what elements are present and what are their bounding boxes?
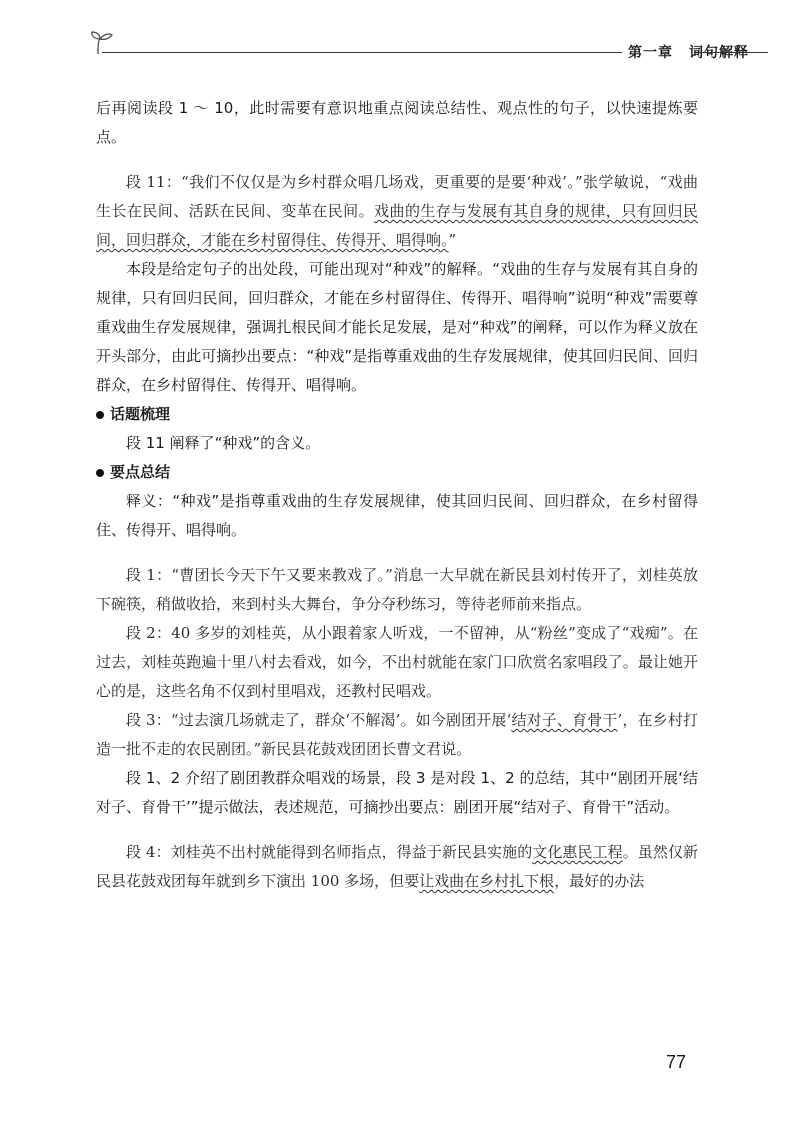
- material-paragraph-2: 段 2：40 多岁的刘桂英，从小跟着家人听戏，一不留神，从“粉丝”变成了“戏痴”。在过去，刘桂英跑遍十里八村去看戏，如今，不出村就能在家门口欣赏名家唱段了。最让她开心的是，这些名角不仅到村里唱戏，还教村民唱戏。: [96, 624, 698, 700]
- topic-text: 段 11 阐释了“种戏”的含义。: [126, 434, 321, 452]
- key-sentence-underlined: 戏曲的生存与发展有其自身的规律，只有回归民间，回归群众，才能在乡村留得住、传得开、唱得响。: [96, 202, 698, 249]
- material-paragraph-3: 段 3：“过去演几场就走了，群众‘不解渴’。如今剧团开展‘结对子、育骨干’，在乡村打造一批不走的农民剧团。”新民县花鼓戏团团长曹文君说。: [96, 711, 698, 758]
- header-rule-left: [102, 52, 622, 53]
- summary-heading: 要点总结: [96, 458, 698, 487]
- key-phrase-underlined: 文化惠民工程: [532, 843, 623, 861]
- material-paragraph-1: 段 1：“曹团长今天下午又要来教戏了。”消息一大早就在新民县刘村传开了，刘桂英放下碗筷，稍做收拾，来到村头大舞台，争分夺秒练习，等待老师前来指点。: [96, 566, 698, 613]
- topic-heading: 话题梳理: [96, 400, 698, 429]
- running-header: [88, 30, 768, 70]
- analysis-paragraph-11: 本段是给定句子的出处段，可能出现对“种戏”的解释。“戏曲的生存与发展有其自身的规律，只有回归民间，回归群众，才能在乡村留得住、传得开、唱得响”说明“种戏”需要尊重戏曲生存发展规律，强调扎根民间才能长足发展，是对“种戏”的阐释，可以作为释义放在开头部分，由此可摘抄出要点：“种戏”是指尊重戏曲的生存发展规律，使其回归民间、回归群众，在乡村留得住、传得开、唱得响。: [96, 260, 698, 394]
- material-paragraph-11: 段 11：“我们不仅仅是为乡村群众唱几场戏，更重要的是要‘种戏’。”张学敏说，“戏曲生长在民间、活跃在民间、变革在民间。戏曲的生存与发展有其自身的规律，只有回归民间，回归群众，才能在乡村留得住、传得开、唱得响。”: [96, 173, 698, 249]
- page-body: [96, 94, 698, 896]
- analysis-paragraph-1-3: 段 1、2 介绍了剧团教群众唱戏的场景，段 3 是对段 1、2 的总结，其中“剧团开展‘结对子、育骨干’”提示做法，表述规范，可摘抄出要点：剧团开展“结对子、育骨干”活动。: [96, 769, 698, 816]
- bullet-icon: [96, 411, 104, 419]
- key-phrase-underlined: 结对子、育骨干: [511, 711, 618, 729]
- bullet-icon: [96, 469, 104, 477]
- key-phrase-underlined: 让戏曲在乡村扎下根: [419, 872, 555, 890]
- header-rule-right: [694, 52, 768, 53]
- summary-text: 释义：“种戏”是指尊重戏曲的生存发展规律，使其回归民间、回归群众，在乡村留得住、传得开、唱得响。: [96, 492, 698, 539]
- intro-paragraph: 后再阅读段 1 ～ 10，此时需要有意识地重点阅读总结性、观点性的句子，以快速提炼要点。: [96, 99, 698, 146]
- chapter-label: 第一章: [628, 45, 673, 61]
- chapter-title: 词句解释: [689, 45, 749, 61]
- material-paragraph-4: 段 4：刘桂英不出村就能得到名师指点，得益于新民县实施的文化惠民工程。虽然仅新民县花鼓戏团每年就到乡下演出 100 多场，但要让戏曲在乡村扎下根，最好的办法: [96, 843, 698, 890]
- page-number: 77: [666, 1052, 687, 1072]
